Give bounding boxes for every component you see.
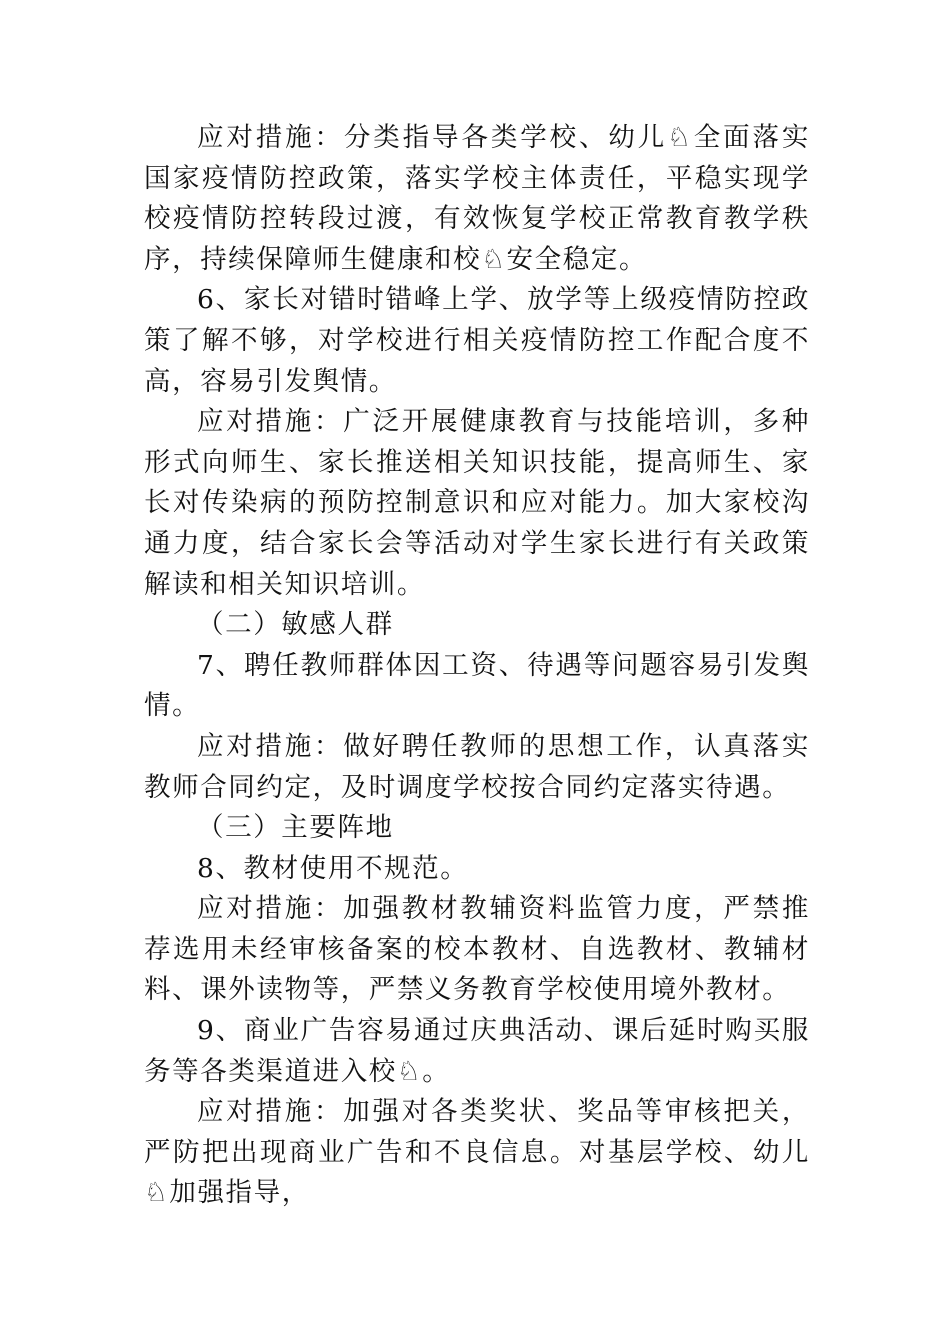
document-body xyxy=(144,118,810,1214)
paragraph-item-8: 8、教材使用不规范。 xyxy=(197,852,469,884)
section-heading-main-positions: （三）主要阵地 xyxy=(197,812,394,844)
paragraph-measures-8: 应对措施：加强教材教辅资料监管力度，严禁推荐选用未经审核备案的校本教材、自选教材、教辅材料、课外读物等，严禁义务教育学校使用境外教材。 xyxy=(144,893,810,1006)
paragraph-item-9: 9、商业广告容易通过庆典活动、课后延时购买服务等各类渠道进入校♘。 xyxy=(144,1015,810,1087)
paragraph-measures-1: 应对措施：分类指导各类学校、幼儿♘全面落实国家疫情防控政策，落实学校主体责任，平稳实现学校疫情防控转段过渡，有效恢复学校正常教育教学秩序，持续保障师生健康和校♘安全稳定。 xyxy=(144,122,810,275)
section-heading-sensitive-groups: （二）敏感人群 xyxy=(197,609,394,641)
paragraph-measures-6: 应对措施：广泛开展健康教育与技能培训，多种形式向师生、家长推送相关知识技能，提高师生、家长对传染病的预防控制意识和应对能力。加大家校沟通力度，结合家长会等活动对学生家长进行有关政策解读和相关知识培训。 xyxy=(144,406,810,600)
paragraph-measures-9: 应对措施：加强对各类奖状、奖品等审核把关，严防把出现商业广告和不良信息。对基层学校、幼儿♘加强指导， xyxy=(144,1096,810,1209)
paragraph-item-6: 6、家长对错时错峰上学、放学等上级疫情防控政策了解不够，对学校进行相关疫情防控工作配合度不高，容易引发舆情。 xyxy=(144,284,810,397)
paragraph-measures-7: 应对措施：做好聘任教师的思想工作，认真落实教师合同约定，及时调度学校按合同约定落实待遇。 xyxy=(144,730,810,803)
paragraph-item-7: 7、聘任教师群体因工资、待遇等问题容易引发舆情。 xyxy=(144,649,810,722)
